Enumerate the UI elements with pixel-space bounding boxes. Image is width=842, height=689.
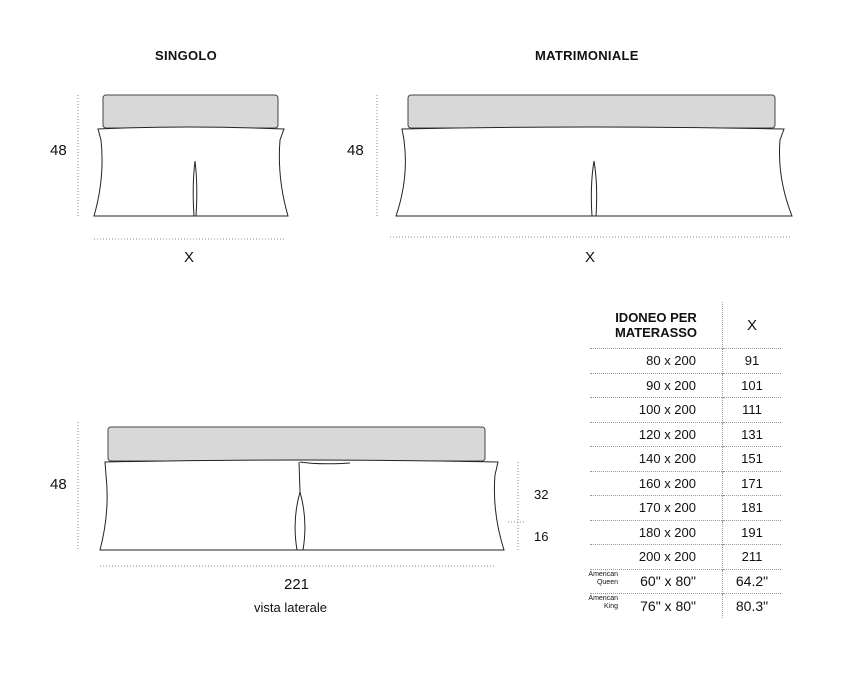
mattress-size-value: 60" x 80" bbox=[640, 573, 696, 590]
mattress-size: 80 x 200 bbox=[590, 349, 723, 374]
x-value: 131 bbox=[723, 422, 782, 447]
table-row bbox=[590, 471, 781, 496]
lower-height-label: 16 bbox=[534, 529, 549, 544]
table-row bbox=[590, 398, 781, 423]
row-tag bbox=[580, 595, 618, 611]
mattress-size: 170 x 200 bbox=[590, 496, 723, 521]
height-label-double: 48 bbox=[347, 142, 364, 159]
table-row bbox=[590, 349, 781, 374]
row-tag-line2: Queen bbox=[596, 578, 618, 586]
x-value: 151 bbox=[723, 447, 782, 472]
mattress-size: 180 x 200 bbox=[590, 520, 723, 545]
table-header-row bbox=[590, 302, 781, 349]
height-label-single: 48 bbox=[50, 142, 67, 159]
header-mattress-line1: IDONEO PER bbox=[615, 310, 697, 325]
double-bed-front-view bbox=[396, 95, 792, 216]
x-value: 181 bbox=[723, 496, 782, 521]
x-value: 91 bbox=[723, 349, 782, 374]
table-row bbox=[590, 545, 781, 570]
header-mattress bbox=[590, 302, 723, 349]
table-row bbox=[590, 447, 781, 472]
mattress-size: 140 x 200 bbox=[590, 447, 723, 472]
x-value: 101 bbox=[723, 373, 782, 398]
x-value: 64.2" bbox=[723, 569, 782, 594]
row-tag bbox=[580, 571, 618, 587]
table-row bbox=[590, 422, 781, 447]
row-tag-line1: American bbox=[588, 595, 618, 602]
x-value: 191 bbox=[723, 520, 782, 545]
width-label-double: X bbox=[585, 249, 596, 266]
single-mattress bbox=[103, 95, 278, 128]
row-tag-line2: King bbox=[603, 603, 618, 610]
side-mattress bbox=[108, 427, 485, 461]
table-row bbox=[590, 373, 781, 398]
row-tag-line1: American bbox=[588, 570, 618, 578]
header-x: X bbox=[723, 302, 782, 349]
x-value: 211 bbox=[723, 545, 782, 570]
mattress-size bbox=[590, 594, 723, 618]
mattress-size-table bbox=[590, 302, 781, 618]
side-base bbox=[100, 460, 504, 550]
side-view-caption: vista laterale bbox=[254, 600, 327, 615]
width-label-single: X bbox=[184, 249, 195, 266]
table-row bbox=[590, 496, 781, 521]
double-mattress bbox=[408, 95, 775, 128]
x-value: 171 bbox=[723, 471, 782, 496]
header-mattress-line2: MATERASSO bbox=[614, 325, 698, 340]
mattress-size: 90 x 200 bbox=[590, 373, 723, 398]
single-bed-front-view bbox=[94, 95, 288, 216]
mattress-size: 160 x 200 bbox=[590, 471, 723, 496]
mattress-size: 120 x 200 bbox=[590, 422, 723, 447]
single-base bbox=[94, 127, 288, 216]
bed-side-view bbox=[100, 427, 504, 550]
table-row bbox=[590, 520, 781, 545]
double-base bbox=[396, 127, 792, 216]
mattress-size: 100 x 200 bbox=[590, 398, 723, 423]
title-singolo: SINGOLO bbox=[155, 48, 218, 63]
mattress-size: 200 x 200 bbox=[590, 545, 723, 570]
length-label-side: 221 bbox=[284, 576, 310, 593]
height-label-side: 48 bbox=[50, 476, 67, 493]
mattress-size bbox=[590, 569, 723, 594]
x-value: 111 bbox=[723, 398, 782, 423]
x-value: 80.3" bbox=[723, 594, 782, 618]
mattress-size-value: 76" x 80" bbox=[640, 597, 696, 614]
table-row bbox=[590, 594, 781, 618]
title-matrimoniale: MATRIMONIALE bbox=[535, 48, 639, 63]
upper-height-label: 32 bbox=[534, 487, 549, 502]
table-row bbox=[590, 569, 781, 594]
